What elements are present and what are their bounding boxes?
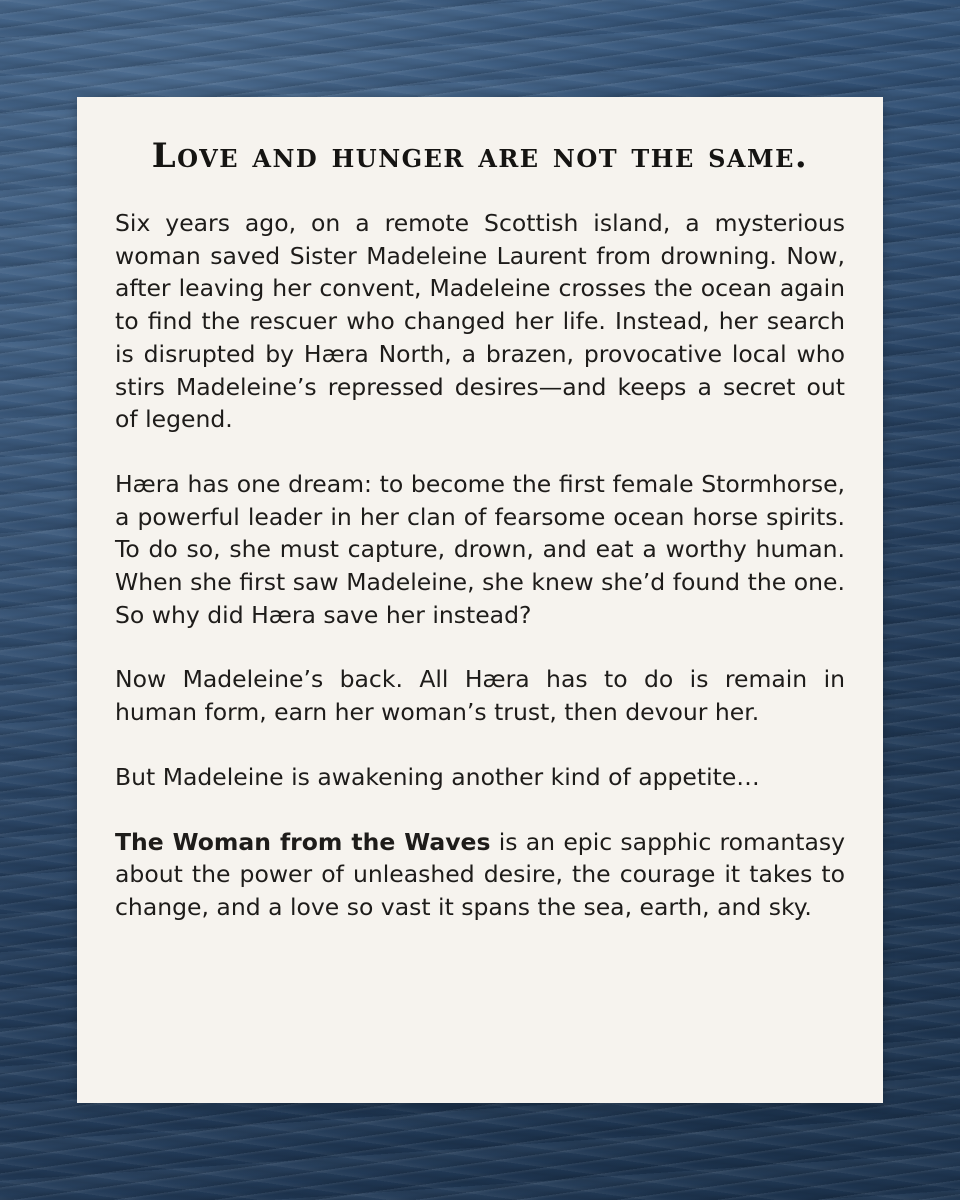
paragraph-madeleine-back: Now Madeleine’s back. All Hæra has to do is remain in human form, earn her woman’s trust, then devour her.	[115, 665, 845, 727]
paragraph-appetite: But Madeleine is awakening another kind of appetite…	[115, 762, 760, 791]
blurb-card	[77, 97, 883, 1103]
closing-text: is an epic sapphic romantasy about the power of unleashed desire, the courage it takes to change, and a love so vast it spans the sea, earth, and sky.	[115, 827, 845, 921]
paragraph-haera-dream: Hæra has one dream: to become the first female Stormhorse, a powerful leader in her clan of fearsome ocean horse spirits. To do so, she must capture, drown, and eat a worthy human. When she first saw Madeleine, she knew she’d found the one. So why did Hæra save her instead?	[115, 469, 845, 629]
book-title: The Woman from the Waves	[115, 827, 491, 856]
headline: Love and hunger are not the same.	[151, 136, 809, 176]
paragraph-intro: Six years ago, on a remote Scottish island, a mysterious woman saved Sister Madeleine Laurent from drowning. Now, after leaving her convent, Madeleine crosses the ocean again to find the rescuer who changed her life. Instead, her search is disrupted by Hæra North, a brazen, provocative local who stirs Madeleine’s repressed desires—and keeps a secret out of legend.	[115, 209, 845, 434]
paragraph-closing	[115, 826, 845, 924]
